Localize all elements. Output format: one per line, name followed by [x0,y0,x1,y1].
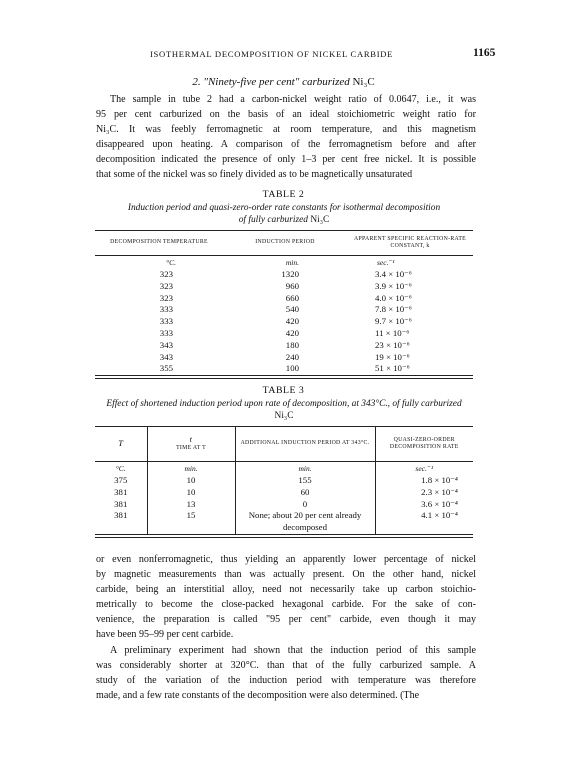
table3-unit-time: min. [147,462,235,476]
table3-caption-compound: Ni₃C [274,411,294,422]
running-head [0,49,567,65]
table2-cell-rate: 3.9 × 10⁻⁶ [375,280,412,291]
table2-cell-induction: 960 [285,280,299,291]
section-number: 2. [192,76,201,88]
table3-cell-rate: 4.1 × 10⁻⁴ [375,510,473,534]
table3-cell-time: 10 [147,475,235,487]
text-line: that some of the nickel was so finely divided as to be magnetically unsaturated [96,169,413,181]
section-compound: Ni₃C [352,76,375,88]
table3 [95,426,473,538]
table2-cell-induction: 100 [285,363,299,374]
text-line: study of the variation of the induction period with temperature was therefore [96,675,476,687]
table3-cell-rate: 2.3 × 10⁻⁴ [375,487,473,499]
table2-cell-induction: 420 [285,327,299,338]
text-line: disappeared upon heating. A comparison of the ferromagnetism before and after [96,139,476,151]
text-line: decomposition indicated the presence of only 1–3 per cent free nickel. It is possible [96,154,476,166]
table2-cell-induction: 420 [285,316,299,327]
table2-cell-rate: 7.8 × 10⁻⁶ [375,304,412,315]
table2-cell-rate: 9.7 × 10⁻⁶ [375,316,412,327]
table3-header-time-label: TIME AT T [176,445,206,451]
table3-body [95,475,473,534]
table2-unit-rate: sec.⁻¹ [377,257,395,267]
paragraph-intro [96,92,476,183]
table2-cell-temperature: 333 [159,327,173,338]
table-row [95,487,473,499]
text-line: by magnetic measurements than was actually present. On the other hand, nickel [96,569,476,581]
table2-caption-line1: Induction period and quasi-zero-order rate constants for isothermal decomposition [127,203,441,213]
text-line: carbide, being an interstitial alloy, need not necessarily take up carbon stoichio- [96,584,476,596]
table3-cell-rate: 1.8 × 10⁻⁴ [375,475,473,487]
table-row [95,281,473,293]
table3-cell-additional: 60 [235,487,375,499]
text-line: 95 per cent carburized on the basis of an ideal stoichiometric weight ratio for [96,109,476,121]
table2-header-rate: APPARENT SPECIFIC REACTION-RATE CONSTANT, k [353,235,467,249]
table3-cell-time: 13 [147,499,235,511]
table2-caption-line2: of fully carburized [238,215,308,226]
table3-cell-T: 381 [114,486,128,497]
table2-cell-rate: 11 × 10⁻⁶ [375,327,410,338]
table2-cell-temperature: 343 [159,339,173,350]
table2-cell-temperature: 333 [159,316,173,327]
table-row [95,269,473,281]
table2-cell-rate: 23 × 10⁻⁶ [375,339,410,350]
table3-header-rate: QUASI-ZERO-ORDER DECOMPOSITION RATE [375,427,473,462]
table2-cell-temperature: 323 [159,292,173,303]
table3-cell-T: 381 [114,498,128,509]
table2-cell-temperature: 343 [159,351,173,362]
table3-unit-rate: sec.⁻¹ [375,462,473,476]
text-line: The sample in tube 2 had a carbon-nickel weight ratio of 0.0647, i.e., it was [110,94,476,105]
text-line: made, and a few rate constants of the decomposition were also determined. (The [96,690,420,702]
table3-label: TABLE 3 [262,385,305,396]
table-row [95,328,473,340]
table-row [95,316,473,328]
table3-bottom-rule [95,534,473,537]
section-title-text: "Ninety-five per cent" carburized [203,76,350,88]
table2 [95,230,473,379]
table3-cell-additional: None; about 20 per cent already decomposed [235,510,375,534]
table3-caption-line1: Effect of shortened induction period upon rate of decomposition, at 343°C., of fully carburized [106,399,462,409]
text-line: venience, the preparation is called "95 per cent" carbide, even though it may [96,614,476,626]
table2-cell-induction: 180 [285,339,299,350]
table3-header-additional: ADDITIONAL INDUCTION PERIOD AT 343°C. [235,427,375,462]
table2-cell-induction: 660 [285,292,299,303]
paragraph-experiment [96,643,476,703]
table3-cell-T: 375 [114,475,128,485]
table3-cell-T: 381 [114,510,128,521]
table2-cell-rate: 4.0 × 10⁻⁶ [375,292,412,303]
text-line: Ni₃C. It was feebly ferromagnetic at room temperature, and this magnetism [96,124,476,136]
table3-header-T: T [118,438,124,449]
table2-unit-time: min. [285,257,299,267]
table-row [95,499,473,511]
table2-cell-induction: 240 [285,351,299,362]
table3-unit-row [95,462,473,476]
table-row [95,475,473,487]
paragraph-continuation [96,552,476,643]
running-title: ISOTHERMAL DECOMPOSITION OF NICKEL CARBIDE [150,49,394,59]
table2-bottom-rule [95,376,473,379]
table3-header-t: t [189,433,193,444]
table3-cell-rate: 3.6 × 10⁻⁴ [375,499,473,511]
table2-body [95,269,473,376]
table3-cell-time: 15 [147,510,235,534]
text-line: or even nonferromagnetic, thus yielding an apparently lower percentage of nickel [96,554,476,565]
table2-caption [90,202,478,227]
table2-label: TABLE 2 [262,189,305,200]
text-line: was considerably shorter at 320°C. than that of the fully carburized sample. A [96,660,476,672]
table2-cell-induction: 1320 [281,269,299,279]
text-line: metrically to become the close-packed hexagonal carbide. For the sake of con- [96,599,476,611]
table2-cell-temperature: 355 [159,363,173,374]
table2-cell-induction: 540 [285,304,299,315]
page-number: 1165 [473,47,496,59]
table3-unit-additional: min. [235,462,375,476]
table2-cell-rate: 19 × 10⁻⁶ [375,351,410,362]
table3-header-row [95,427,473,462]
table-row [95,352,473,364]
text-line: have been 95–99 per cent carbide. [96,629,234,641]
table2-cell-rate: 51 × 10⁻⁶ [375,363,410,374]
table3-cell-time: 10 [147,487,235,499]
table-row [95,510,473,534]
table-row [95,293,473,305]
table3-header-time [147,427,235,462]
table2-unit-temp: °C. [166,257,176,267]
table2-header-row [95,231,473,256]
table3-caption [60,398,508,423]
table3-cell-additional: 0 [235,499,375,511]
table2-cell-rate: 3.4 × 10⁻⁶ [375,269,412,279]
table2-header-induction: INDUCTION PERIOD [255,239,315,246]
table2-cell-temperature: 323 [159,269,173,279]
text-line: A preliminary experiment had shown that the induction period of this sample [110,645,476,656]
table-row [95,340,473,352]
table3-unit-temp: °C. [115,463,126,473]
table2-cell-temperature: 333 [159,304,173,315]
table-row [95,304,473,316]
table2-unit-row [95,256,473,270]
table2-header-temperature: DECOMPOSITION TEMPERATURE [110,239,208,246]
table-row [95,363,473,375]
table2-cell-temperature: 323 [159,280,173,291]
section-heading [0,76,567,88]
table3-cell-additional: 155 [235,475,375,487]
table2-caption-compound: Ni₃C [310,215,330,226]
